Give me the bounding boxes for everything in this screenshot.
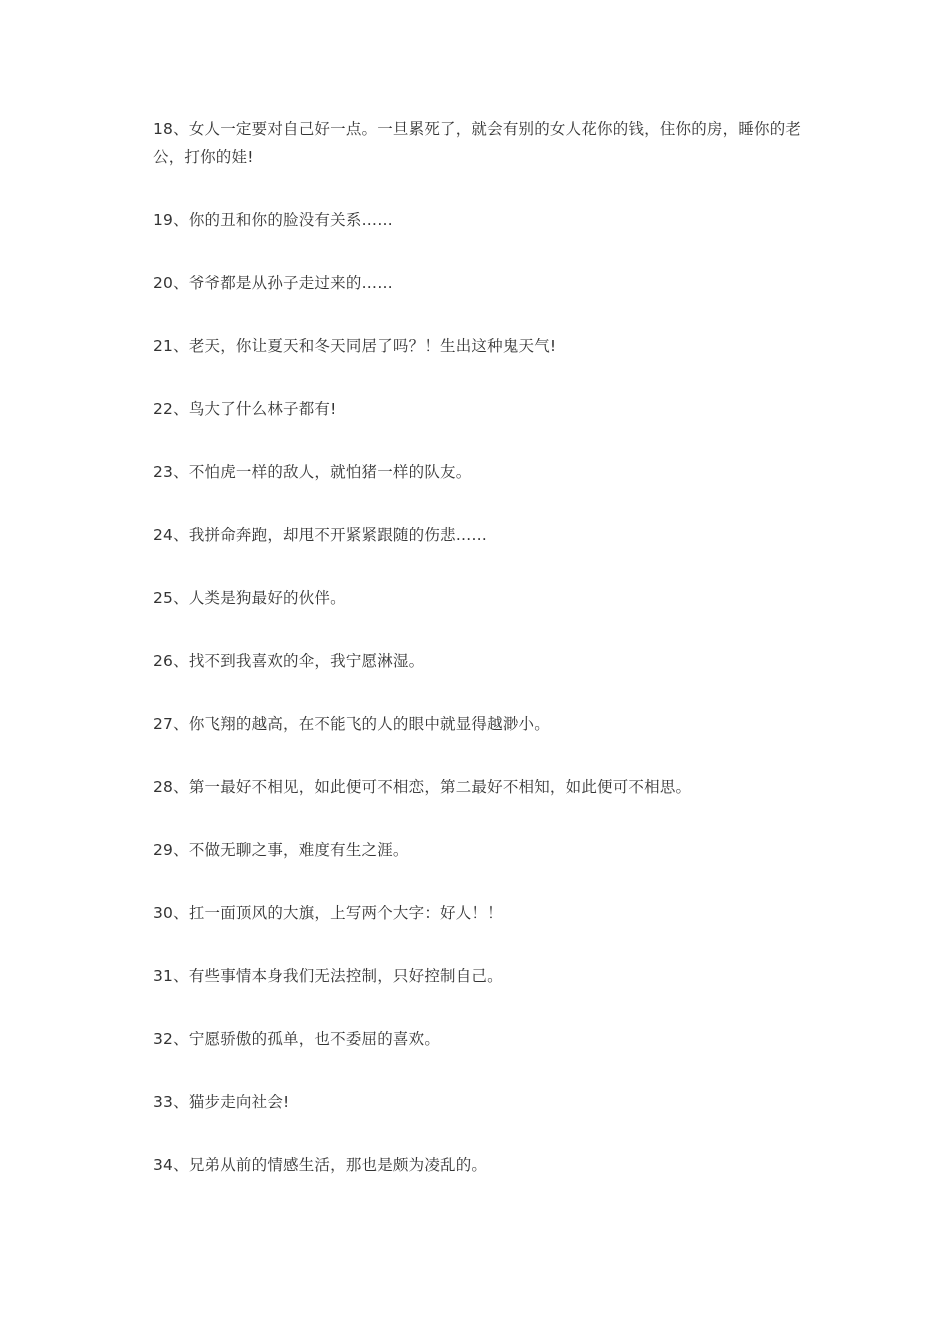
list-item: 19、你的丑和你的脸没有关系…… <box>153 211 393 229</box>
list-item: 32、宁愿骄傲的孤单，也不委屈的喜欢。 <box>153 1030 441 1048</box>
list-item: 22、鸟大了什么林子都有! <box>153 400 337 418</box>
list-item: 31、有些事情本身我们无法控制，只好控制自己。 <box>153 967 503 985</box>
list-item: 18、女人一定要对自己好一点。一旦累死了，就会有别的女人花你的钱，住你的房，睡你的老公，打你的娃! <box>153 120 802 166</box>
list-item: 20、爷爷都是从孙子走过来的…… <box>153 274 393 292</box>
list-item: 34、兄弟从前的情感生活，那也是颇为凌乱的。 <box>153 1156 488 1174</box>
list-item: 30、扛一面顶风的大旗，上写两个大字：好人！！ <box>153 904 503 922</box>
quote-list <box>153 115 803 1214</box>
list-item: 25、人类是狗最好的伙伴。 <box>153 589 346 607</box>
list-item: 27、你飞翔的越高，在不能飞的人的眼中就显得越渺小。 <box>153 715 550 733</box>
list-item: 21、老天，你让夏天和冬天同居了吗？！生出这种鬼天气! <box>153 337 557 355</box>
list-item: 24、我拼命奔跑，却甩不开紧紧跟随的伤悲…… <box>153 526 488 544</box>
list-item: 23、不怕虎一样的敌人，就怕猪一样的队友。 <box>153 463 472 481</box>
list-item: 26、找不到我喜欢的伞，我宁愿淋湿。 <box>153 652 425 670</box>
list-item: 29、不做无聊之事，难度有生之涯。 <box>153 841 409 859</box>
list-item: 28、第一最好不相见，如此便可不相恋，第二最好不相知，如此便可不相思。 <box>153 778 692 796</box>
list-item: 33、猫步走向社会! <box>153 1093 290 1111</box>
